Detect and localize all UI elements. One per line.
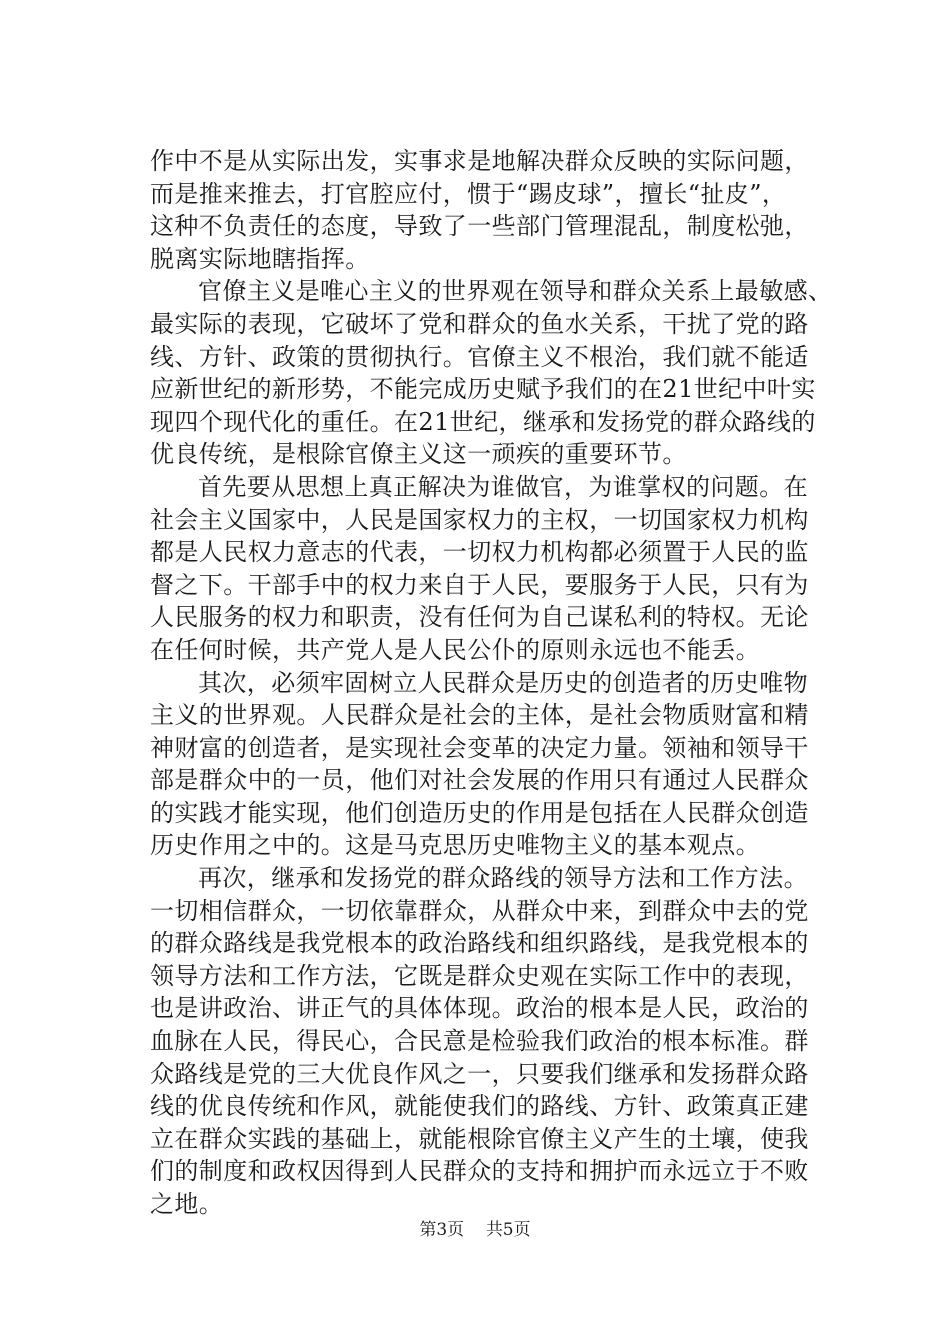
text-line: 现四个现代化的重任。在21世纪，继承和发扬党的群众路线的 [150, 407, 816, 436]
text-line: 都是人民权力意志的代表，一切权力机构都必须置于人民的监 [150, 538, 809, 567]
text-line: 部是群众中的一员，他们对社会发展的作用只有通过人民群众 [150, 766, 809, 795]
text-line: 脱离实际地瞎指挥。 [150, 244, 370, 273]
text-line: 社会主义国家中，人民是国家权力的主权，一切国家权力机构 [150, 505, 809, 534]
text-line: 线、方针、政策的贯彻执行。官僚主义不根治，我们就不能适 [150, 342, 809, 371]
text-line: 众路线是党的三大优良作风之一，只要我们继承和发扬群众路 [150, 1059, 809, 1088]
text-line: 督之下。干部手中的权力来自于人民，要服务于人民，只有为 [150, 570, 809, 599]
text-line: 作中不是从实际出发，实事求是地解决群众反映的实际问题， [150, 147, 809, 175]
paragraph-first-line: 其次，必须牢固树立人民群众是历史的创造者的历史唯物 [198, 668, 808, 697]
text-line: 也是讲政治、讲正气的具体体现。政治的根本是人民，政治的 [150, 994, 809, 1023]
text-line: 最实际的表现，它破坏了党和群众的鱼水关系，干扰了党的路 [150, 309, 809, 338]
footer-gap [470, 1220, 481, 1240]
page-total: 共5页 [485, 1220, 531, 1240]
text-line: 应新世纪的新形势，不能完成历史赋予我们的在21世纪中叶实 [150, 375, 816, 404]
text-line: 这种不负责任的态度，导致了一些部门管理混乱，制度松弛， [150, 212, 809, 241]
text-line: 之地。 [150, 1190, 224, 1218]
paragraph-first-line: 官僚主义是唯心主义的世界观在领导和群众关系上最敏感、 [198, 277, 833, 306]
paragraph-first-line: 再次，继承和发扬党的群众路线的领导方法和工作方法。 [198, 864, 808, 893]
text-line: 人民服务的权力和职责，没有任何为自己谋私利的特权。无论 [150, 603, 809, 632]
text-line: 优良传统，是根除官僚主义这一顽疾的重要环节。 [150, 440, 687, 469]
page-number: 第3页 [419, 1220, 465, 1240]
text-line: 主义的世界观。人民群众是社会的主体，是社会物质财富和精 [150, 701, 809, 730]
text-line: 而是推来推去，打官腔应付，惯于“踢皮球”，擅长“扯皮”， [150, 179, 787, 208]
text-line: 一切相信群众，一切依靠群众，从群众中来，到群众中去的党 [150, 896, 809, 925]
text-line: 立在群众实践的基础上，就能根除官僚主义产生的土壤，使我 [150, 1124, 809, 1153]
page-footer [0, 1218, 950, 1242]
text-line: 的群众路线是我党根本的政治路线和组织路线，是我党根本的 [150, 929, 809, 958]
paragraph-first-line: 首先要从思想上真正解决为谁做官，为谁掌权的问题。在 [198, 472, 808, 501]
text-line: 领导方法和工作方法，它既是群众史观在实际工作中的表现， [150, 961, 809, 990]
text-line: 血脉在人民，得民心，合民意是检验我们政治的根本标准。群 [150, 1027, 809, 1056]
text-line: 线的优良传统和作风，就能使我们的路线、方针、政策真正建 [150, 1092, 809, 1121]
text-line: 在任何时候，共产党人是人民公仆的原则永远也不能丢。 [150, 635, 760, 664]
text-line: 神财富的创造者，是实现社会变革的决定力量。领袖和领导干 [150, 733, 809, 762]
body-text [150, 145, 833, 1221]
text-line: 历史作用之中的。这是马克思历史唯物主义的基本观点。 [150, 831, 760, 860]
text-line: 的实践才能实现，他们创造历史的作用是包括在人民群众创造 [150, 798, 809, 827]
text-line: 们的制度和政权因得到人民群众的支持和拥护而永远立于不败 [150, 1157, 809, 1186]
